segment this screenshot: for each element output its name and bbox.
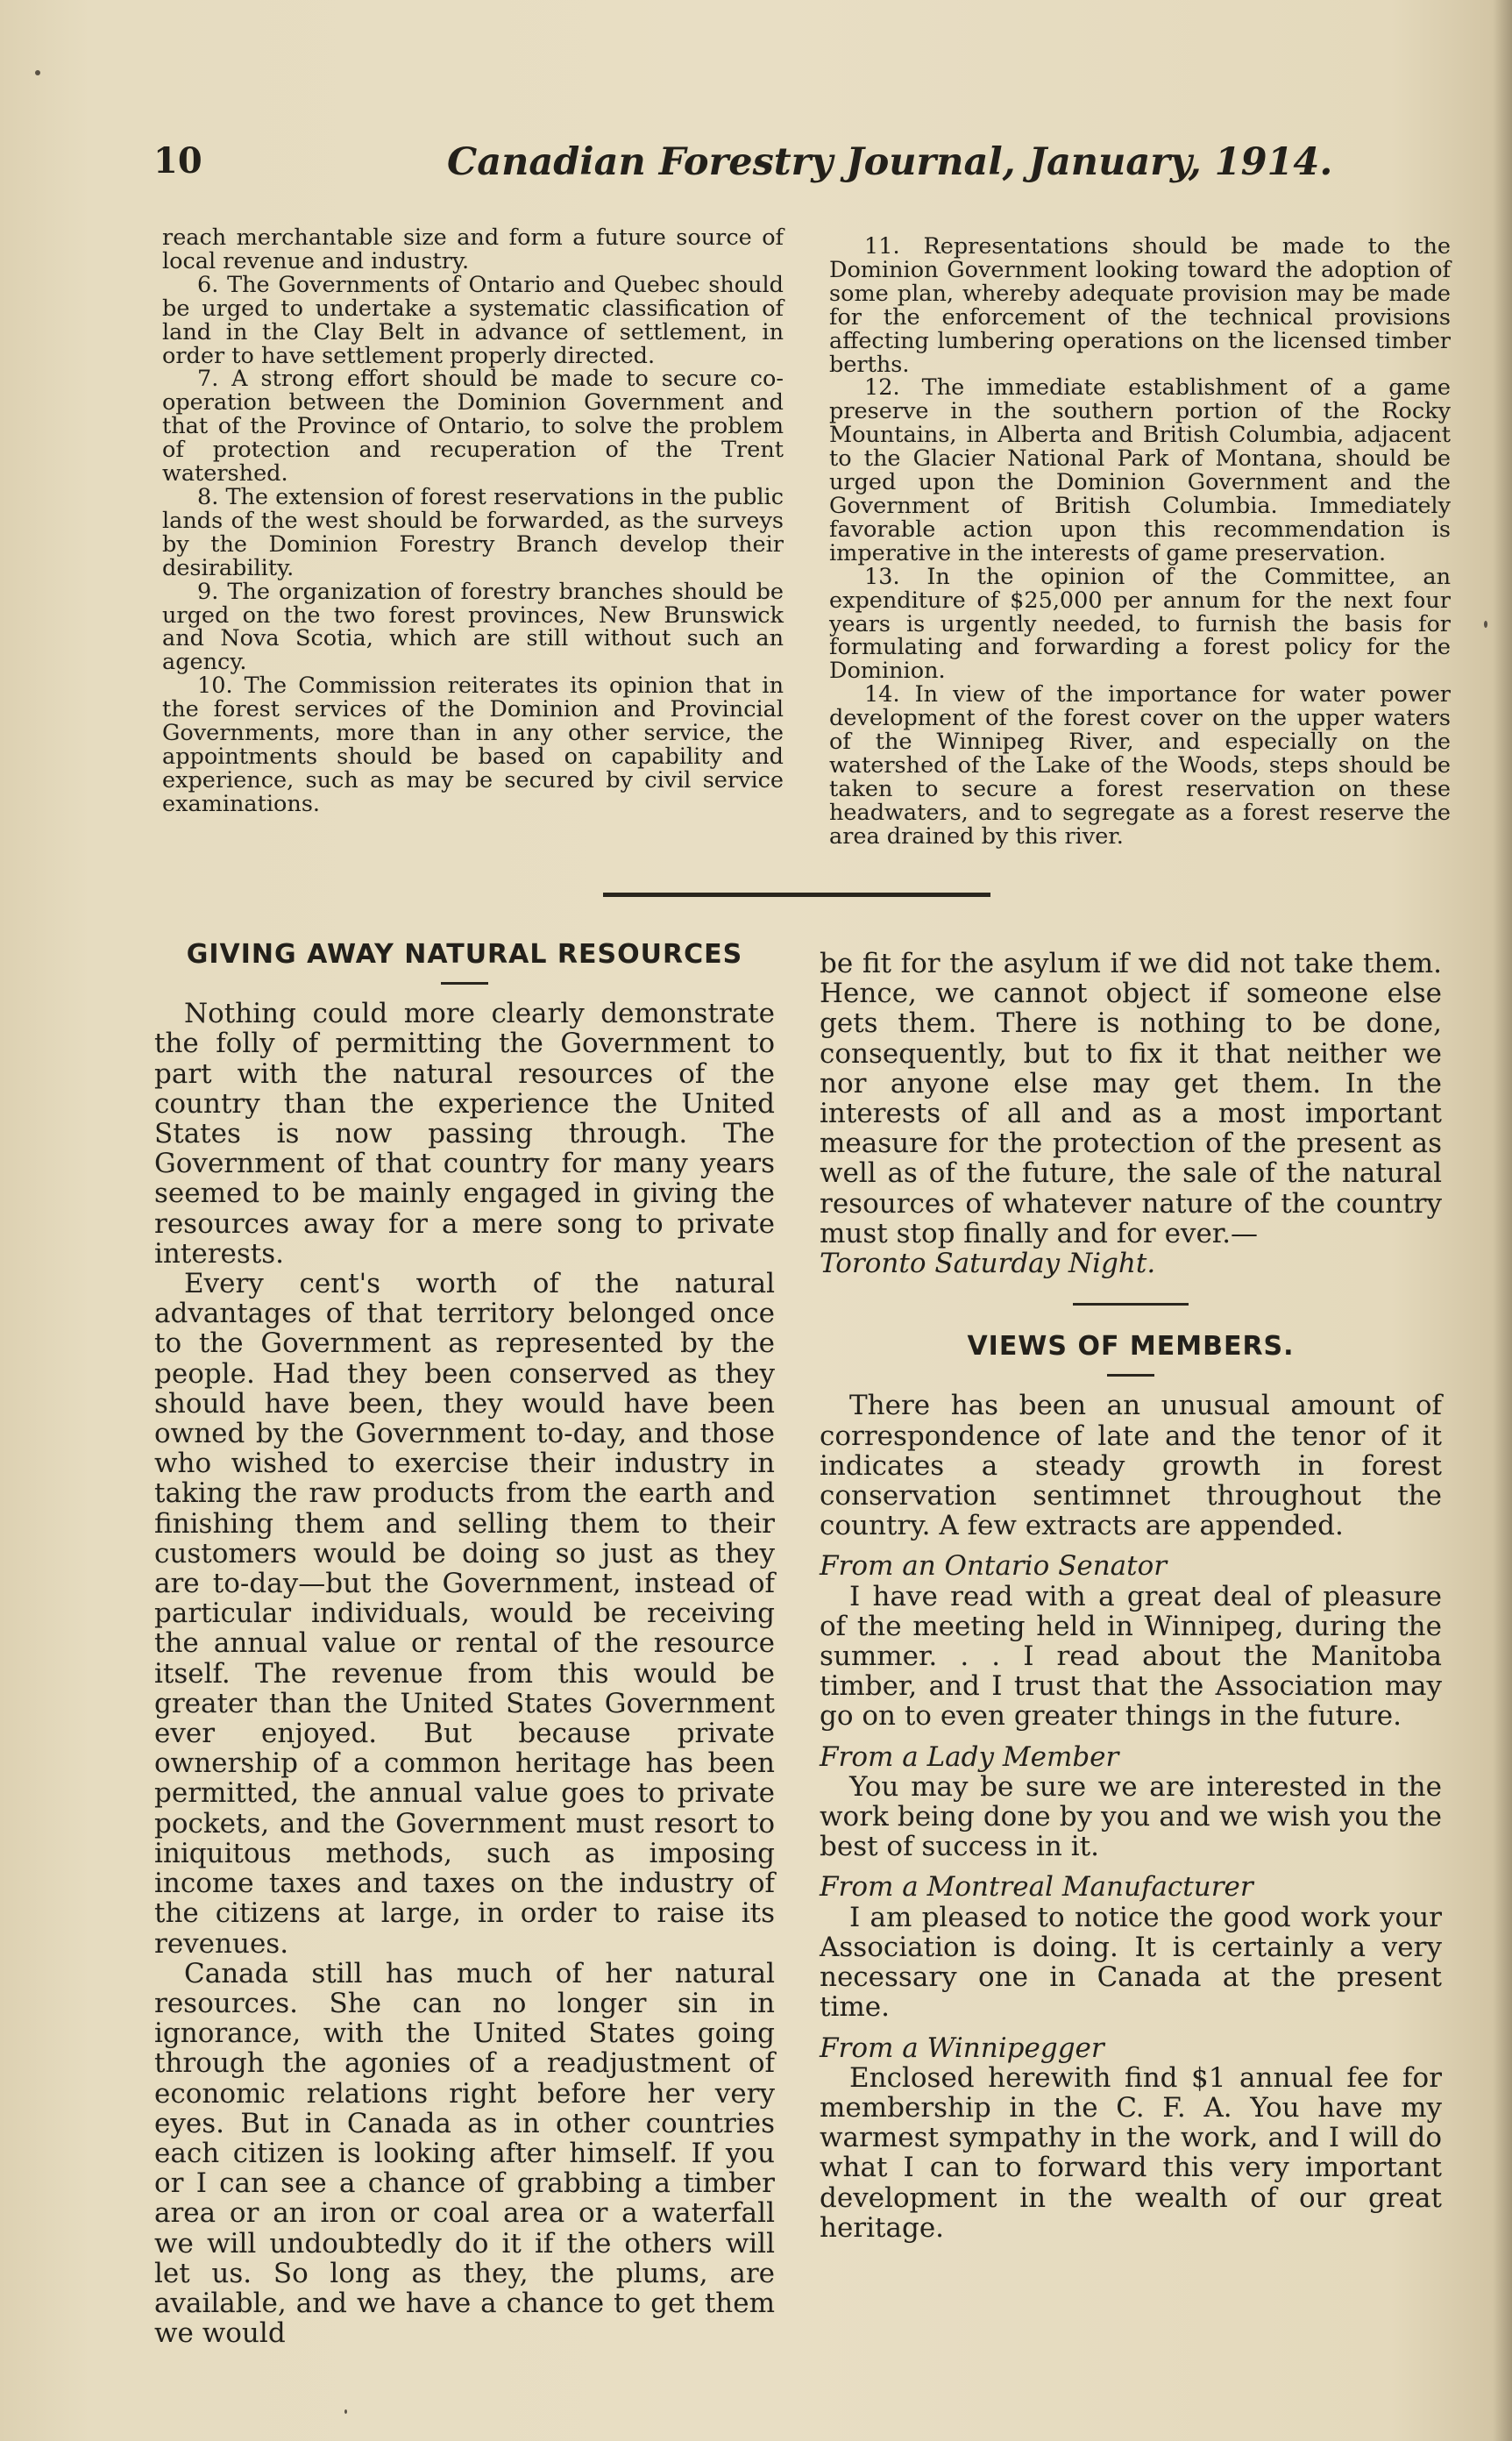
resolutions-right-column — [829, 235, 1451, 849]
article-natural-resources — [154, 940, 775, 2348]
resolution-paragraph: 14. In view of the importance for water power development of the forest cover on the upper waters of the Winnipeg River, and especially on the watershed of the Lake of the Woods, steps should be taken to secure a forest reservation on these headwaters, and to segregate as a forest reserve the area drained by this river. — [829, 681, 1451, 850]
resolution-paragraph: 9. The organization of forestry branches should be urged on the two forest provinces, New Brunswick and Nova Scotia, which are still without such an agency. — [162, 578, 784, 676]
extract-heading: From a Lady Member — [820, 1740, 1119, 1773]
article-continuation: be fit for the asylum if we did not take them. Hence, we cannot object if someone else gets them. There is nothing to be done, consequently, but to fix it that neither we nor anyone else may get them. In the interests of all and as a most important measure for the protection of the present as well as of the future, the sale of the natural resources of whatever nature of the country must stop finally and for ever.— — [820, 948, 1442, 1249]
title-dash — [1107, 1374, 1154, 1377]
resolution-paragraph: 13. In the opinion of the Committee, an expenditure of $25,000 per annum for the next four years is urgently needed, to furnish the basis for formulating and forwarding a forest policy for the Dominion. — [829, 563, 1451, 685]
resolution-paragraph: 8. The extension of forest reservations in the public lands of the west should be forwarded, as the surveys by the Dominion Forestry Branch develop their desirability. — [162, 483, 784, 581]
extract-text: I am pleased to notice the good work your Association is doing. It is certainly a very necessary one in Canada at the present time. — [820, 1901, 1442, 2024]
resolution-paragraph: reach merchantable size and form a future source of local revenue and industry. — [162, 224, 784, 274]
article-source: Toronto Saturday Night. — [820, 1248, 1156, 1280]
paper-speck — [344, 2409, 347, 2414]
resolutions-left-column — [162, 226, 784, 816]
article-paragraph: Canada still has much of her natural resources. She can no longer sin in ignorance, with the United States going through the agonies of a readjustment of economic relations right before her very eyes. But in Canada as in other countries each citizen is looking after himself. If you or I can see a chance of grabbing a timber area or an iron or coal area or a waterfall we will undoubtedly do it if the others will let us. So long as they, the plums, are available, and we have a chance to get them we would — [154, 1957, 775, 2350]
article-paragraph: There has been an unusual amount of correspondence of late and the tenor of it indicates a steady growth in forest conservation sentimnet throughout the country. A few extracts are appended. — [820, 1390, 1442, 1542]
title-dash — [441, 982, 488, 985]
article-divider — [1073, 1303, 1189, 1306]
page-number: 10 — [153, 140, 202, 181]
extract-text: Enclosed herewith find $1 annual fee for membership in the C. F. A. You have my warmest sympathy in the work, and I will do what I can to forward this very important development in the wealth of our great heritage. — [820, 2061, 1442, 2244]
resolution-paragraph: 6. The Governments of Ontario and Quebec should be urged to undertake a systematic classification of land in the Clay Belt in advance of settlement, in order to have settlement properly directed. — [162, 271, 784, 369]
binding-shadow — [1493, 0, 1512, 2441]
article-title: GIVING AWAY NATURAL RESOURCES — [186, 939, 743, 970]
article-right-column — [820, 949, 1442, 2243]
paper-speck — [1484, 621, 1487, 628]
extract-text: You may be sure we are interested in the work being done by you and we wish you the best of success in it. — [820, 1770, 1442, 1863]
resolution-paragraph: 12. The immediate establishment of a game preserve in the southern portion of the Rocky Mountains, in Alberta and British Columbia, adjacent to the Glacier National Park of Montana, should be urged upon the Dominion Government and the Government of British Columbia. Immediately favorable action upon this recommendation is imperative in the interests of game preservation. — [829, 374, 1451, 566]
resolution-paragraph: 10. The Commission reiterates its opinion that in the forest services of the Dominion and Provincial Governments, more than in any other service, the appointments should be based on capability and experience, such as may be secured by civil service examinations. — [162, 673, 784, 817]
article-paragraph: Every cent's worth of the natural advantages of that territory belonged once to the Government as represented by the people. Had they been conserved as they should have been, they would have been owned by the Government to-day, and those who wished to exercise their industry in taking the raw products from the earth and finishing them and selling them to their customers would be doing so just as they are to-day—but the Government, instead of particular individuals, would be receiving the annual value or rental of the resource itself. The revenue from this would be greater than the United States Government ever enjoyed. But because private ownership of a common heritage has been permitted, the annual value goes to private pockets, and the Government must resort to iniquitous methods, such as imposing income taxes and taxes on the industry of the citizens at large, in order to raise its revenues. — [154, 1268, 775, 1960]
extract-heading: From an Ontario Senator — [820, 1550, 1168, 1583]
resolution-paragraph: 7. A strong effort should be made to secure co-operation between the Dominion Government and that of the Province of Ontario, to solve the problem of protection and recuperation of the Trent watershed. — [162, 366, 784, 487]
extract-text: I have read with a great deal of pleasure of the meeting held in Winnipeg, during the summer. . . I read about the Manitoba timber, and I trust that the Association may go on to even greater things in the future. — [820, 1580, 1442, 1733]
extract-heading: From a Montreal Manufacturer — [820, 1871, 1253, 1904]
section-divider — [603, 893, 990, 897]
resolution-paragraph: 11. Representations should be made to the Dominion Government looking toward the adoption of some plan, whereby adequate provision may be made for the enforcement of the technical provisions affecting lumbering operations on the licensed timber berths. — [829, 233, 1451, 378]
article-paragraph: Nothing could more clearly demonstrate the folly of permitting the Government to part with the natural resources of the country than the experience the United States is now passing through. The Government of that country for many years seemed to be mainly engaged in giving the resources away for a mere song to private interests. — [154, 998, 775, 1270]
extract-heading: From a Winnipegger — [820, 2032, 1104, 2064]
article-title: VIEWS OF MEMBERS. — [967, 1331, 1295, 1363]
paper-speck — [35, 70, 40, 75]
page-header — [153, 140, 1333, 193]
running-head: Canadian Forestry Journal, January, 1914. — [447, 140, 1333, 184]
